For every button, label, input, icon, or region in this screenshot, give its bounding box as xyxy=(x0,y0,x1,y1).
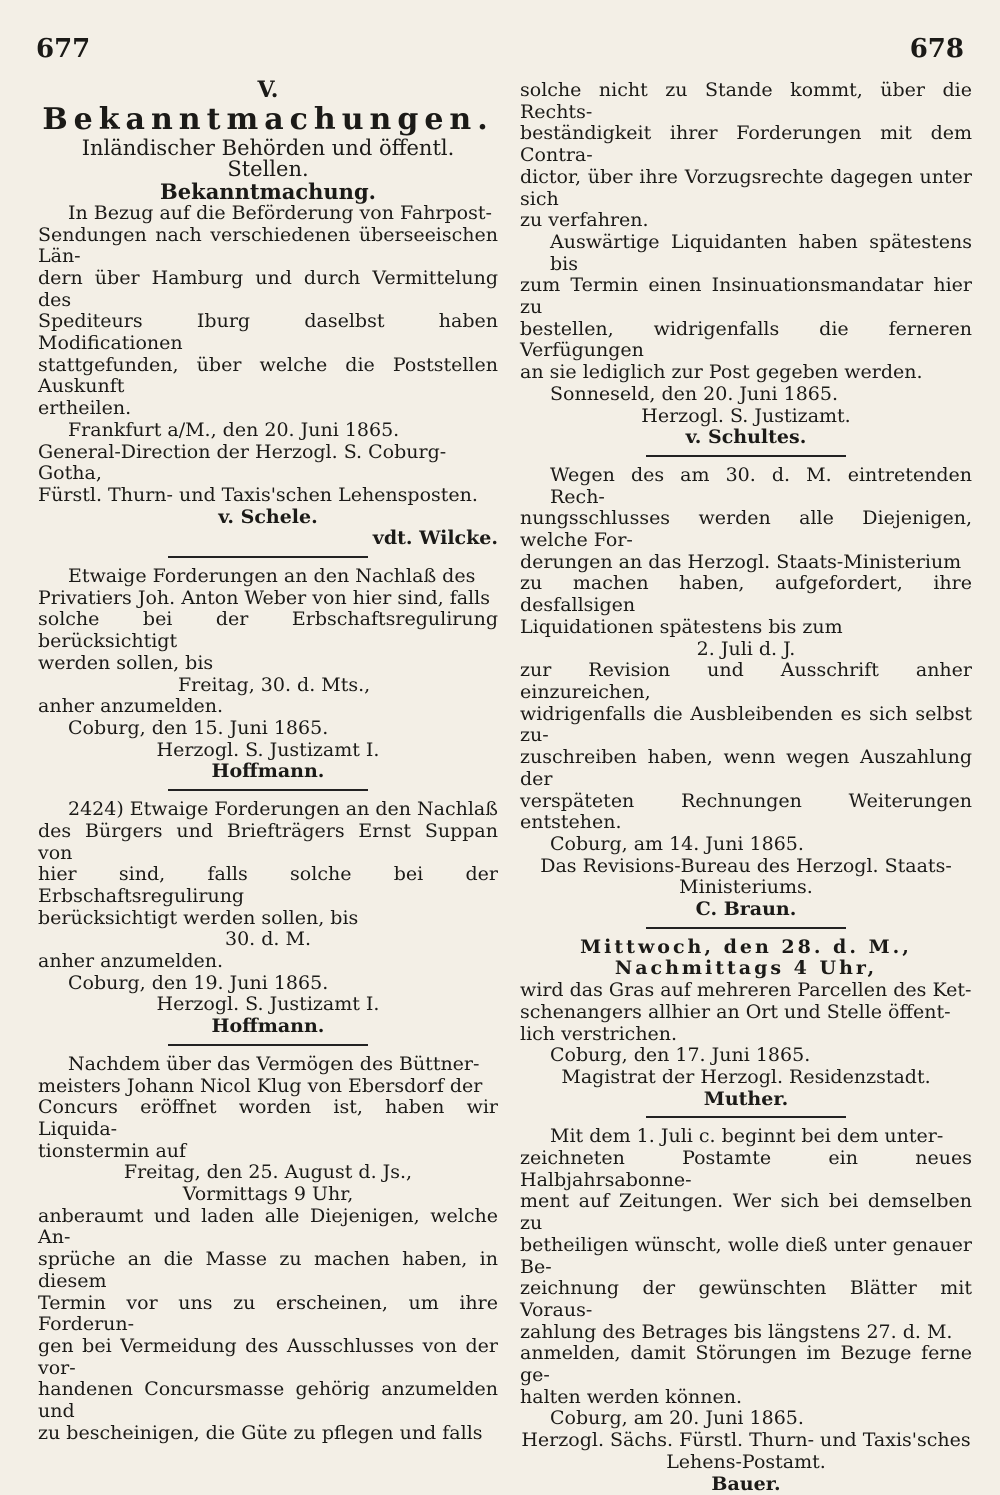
text-line: Spediteurs Iburg daselbst haben Modificationen xyxy=(38,310,498,355)
divider xyxy=(646,927,846,929)
text-line: Privatiers Joh. Anton Weber von hier sind, falls xyxy=(38,586,490,609)
text-line: beständigkeit ihrer Forderungen mit dem Contra- xyxy=(520,122,972,167)
authority-line: Magistrat der Herzogl. Residenzstadt. xyxy=(561,1065,931,1088)
authority-line: General-Direction der Herzogl. S. Coburg-Gotha, xyxy=(38,440,447,485)
text-line: handenen Concursmasse gehörig anzumelden und xyxy=(38,1378,498,1423)
text-line: Sendungen nach verschiedenen überseeischen Län- xyxy=(38,223,498,268)
text-line: schenangers allhier an Ort und Stelle öffent- xyxy=(520,1000,951,1023)
text-line: halten werden können. xyxy=(520,1385,743,1408)
text-line: des Bürgers und Briefträgers Ernst Suppan von xyxy=(38,819,498,864)
notice-klug-continuation xyxy=(520,80,972,384)
text-line: solche bei der Erbschaftsregulirung berücksichtigt xyxy=(38,608,498,653)
signature-name: C. Braun. xyxy=(695,898,797,921)
deadline: Freitag, 30. d. Mts., xyxy=(178,673,371,696)
text-line: zum Termin einen Insinuationsmandatar hier zu xyxy=(520,274,972,319)
text-line: Mit dem 1. Juli c. beginnt bei dem unter- xyxy=(550,1125,944,1148)
left-column xyxy=(38,77,498,1444)
text-line: zu verfahren. xyxy=(520,209,649,232)
place-date: Frankfurt a/M., den 20. Juni 1865. xyxy=(68,418,400,441)
notice-klug-body xyxy=(38,1054,498,1163)
text-line: betheiligen wünscht, wolle dieß unter genauer Be- xyxy=(520,1233,972,1278)
place-date: Coburg, den 15. Juni 1865. xyxy=(68,716,329,739)
text-line: zur Revision und Ausschrift anher einzureichen, xyxy=(520,659,972,703)
authority-line: Herzogl. S. Justizamt I. xyxy=(156,738,380,761)
text-line: anher anzumelden. xyxy=(38,695,223,718)
notice-grass-body xyxy=(520,980,972,1045)
text-line: 2424) Etwaige Forderungen an den Nachlaß xyxy=(68,798,498,821)
authority-line: Fürstl. Thurn- und Taxis'schen Lehensposten. xyxy=(38,483,478,506)
text-line: Etwaige Forderungen an den Nachlaß des xyxy=(68,565,476,588)
text-line: Concurs eröffnet worden ist, haben wir Liquida- xyxy=(38,1096,498,1140)
text-line: Nachdem über das Vermögen des Büttner- xyxy=(68,1052,480,1075)
divider xyxy=(646,455,846,457)
authority-line: Herzogl. S. Justizamt. xyxy=(641,404,851,427)
text-line: zahlung des Betrages bis längstens 27. d. M. xyxy=(520,1320,953,1343)
notice-heading: Bekanntmachung. xyxy=(160,179,376,205)
place-date: Coburg, den 17. Juni 1865. xyxy=(550,1044,811,1067)
place-date: Coburg, den 19. Juni 1865. xyxy=(68,971,329,994)
text-line: ment auf Zeitungen. Wer sich bei demselben zu xyxy=(520,1190,972,1235)
authority-line: Lehens-Postamt. xyxy=(666,1450,826,1473)
hearing-date: Freitag, den 25. August d. Js., xyxy=(123,1161,413,1184)
deadline: 2. Juli d. J. xyxy=(696,637,796,660)
text-line: werden sollen, bis xyxy=(38,651,214,674)
text-line: dern über Hamburg und durch Vermittelung des xyxy=(38,266,498,311)
place-date: Coburg, am 20. Juni 1865. xyxy=(550,1407,804,1430)
authority-line: Ministeriums. xyxy=(679,876,813,899)
text-line: derungen an das Herzogl. Staats-Ministerium xyxy=(520,550,962,573)
text-line: Termin vor uns zu erscheinen, um ihre Forderun- xyxy=(38,1291,498,1336)
hearing-time: Vormittags 9 Uhr, xyxy=(182,1183,354,1206)
deadline: 30. d. M. xyxy=(225,928,311,951)
text-line: dictor, über ihre Vorzugsrechte dagegen unter sich xyxy=(520,165,972,210)
notice-accounts-body-2 xyxy=(520,660,972,834)
text-line: nungsschlusses werden alle Diejenigen, welche For- xyxy=(520,507,972,552)
page-number-left: 677 xyxy=(36,34,91,64)
notice-subscription-body xyxy=(520,1126,972,1408)
text-line: meisters Johann Nicol Klug von Ebersdorf der xyxy=(38,1074,483,1097)
text-line: zeichneten Postamte ein neues Halbjahrsabonne- xyxy=(520,1147,972,1191)
text-line: zu bescheinigen, die Güte zu pflegen und falls xyxy=(38,1421,483,1444)
text-line: Auswärtige Liquidanten haben spätestens bis xyxy=(550,230,972,275)
notice-postal-body xyxy=(38,203,498,420)
divider xyxy=(168,1044,368,1046)
text-line: anberaumt und laden alle Diejenigen, welche An- xyxy=(38,1204,498,1249)
text-line: anmelden, damit Störungen im Bezuge ferne ge- xyxy=(520,1342,972,1387)
divider xyxy=(168,789,368,791)
text-line: widrigenfalls die Ausbleibenden es sich selbst zu- xyxy=(520,702,972,747)
countersignature: vdt. Wilcke. xyxy=(372,527,498,550)
authority-line: Herzogl. Sächs. Fürstl. Thurn- und Taxis'sches xyxy=(521,1429,971,1452)
signature-name: v. Schultes. xyxy=(685,426,807,449)
notice-suppan-body xyxy=(38,799,498,929)
text-line: Wegen des am 30. d. M. eintretenden Rech- xyxy=(550,463,972,508)
signature-name: Bauer. xyxy=(711,1472,781,1495)
text-line: tionstermin auf xyxy=(38,1139,187,1162)
section-subtitle: Inländischer Behörden und öffentl. Stellen. xyxy=(81,135,455,182)
text-line: lich verstrichen. xyxy=(520,1022,678,1045)
signature-name: Hoffmann. xyxy=(211,1015,325,1038)
text-line: zeichnung der gewünschten Blätter mit Voraus- xyxy=(520,1277,972,1321)
section-number: V. xyxy=(257,77,279,103)
authority-line: Herzogl. S. Justizamt I. xyxy=(156,993,380,1016)
signature-name: Muther. xyxy=(703,1087,789,1110)
text-line: anher anzumelden. xyxy=(38,950,223,973)
text-line: bestellen, widrigenfalls die ferneren Verfügungen xyxy=(520,317,972,362)
notice-accounts-body xyxy=(520,465,972,639)
signature-name: Hoffmann. xyxy=(211,760,325,783)
text-line: an sie lediglich zur Post gegeben werden. xyxy=(520,361,923,384)
text-line: zu machen haben, aufgefordert, ihre desfallsigen xyxy=(520,572,972,617)
text-line: verspäteten Rechnungen Weiterungen entstehen. xyxy=(520,789,972,834)
text-line: gen bei Vermeidung des Ausschlusses von der vor- xyxy=(38,1334,498,1379)
section-title: Bekanntmachungen. xyxy=(42,101,494,137)
text-line: wird das Gras auf mehreren Parcellen des Ket- xyxy=(520,979,972,1002)
divider xyxy=(646,1116,846,1118)
notice-klug-body-2 xyxy=(38,1206,498,1445)
notice-weber-body xyxy=(38,566,498,675)
auction-time: Nachmittags 4 Uhr, xyxy=(614,957,878,980)
text-line: Liquidationen spätestens bis zum xyxy=(520,615,843,638)
text-line: stattgefunden, über welche die Poststellen Auskunft xyxy=(38,353,498,398)
auction-date: Mittwoch, den 28. d. M., xyxy=(580,935,912,958)
text-line: solche nicht zu Stande kommt, über die Rechts- xyxy=(520,79,972,123)
authority-line: Das Revisions-Bureau des Herzogl. Staats- xyxy=(540,854,952,877)
page-number-right: 678 xyxy=(909,34,964,64)
text-line: sprüche an die Masse zu machen haben, in diesem xyxy=(38,1248,498,1292)
text-line: berücksichtigt werden sollen, bis xyxy=(38,906,359,929)
text-line: ertheilen. xyxy=(38,397,132,420)
right-column xyxy=(520,80,972,1495)
divider xyxy=(168,556,368,558)
text-line: zuschreiben haben, wenn wegen Auszahlung der xyxy=(520,746,972,790)
text-line: In Bezug auf die Beförderung von Fahrpost- xyxy=(68,201,492,224)
text-line: hier sind, falls solche bei der Erbschaftsregulirung xyxy=(38,863,498,907)
place-date: Sonneseld, den 20. Juni 1865. xyxy=(550,382,839,405)
place-date: Coburg, am 14. Juni 1865. xyxy=(550,832,804,855)
signature-name: v. Schele. xyxy=(218,505,318,528)
